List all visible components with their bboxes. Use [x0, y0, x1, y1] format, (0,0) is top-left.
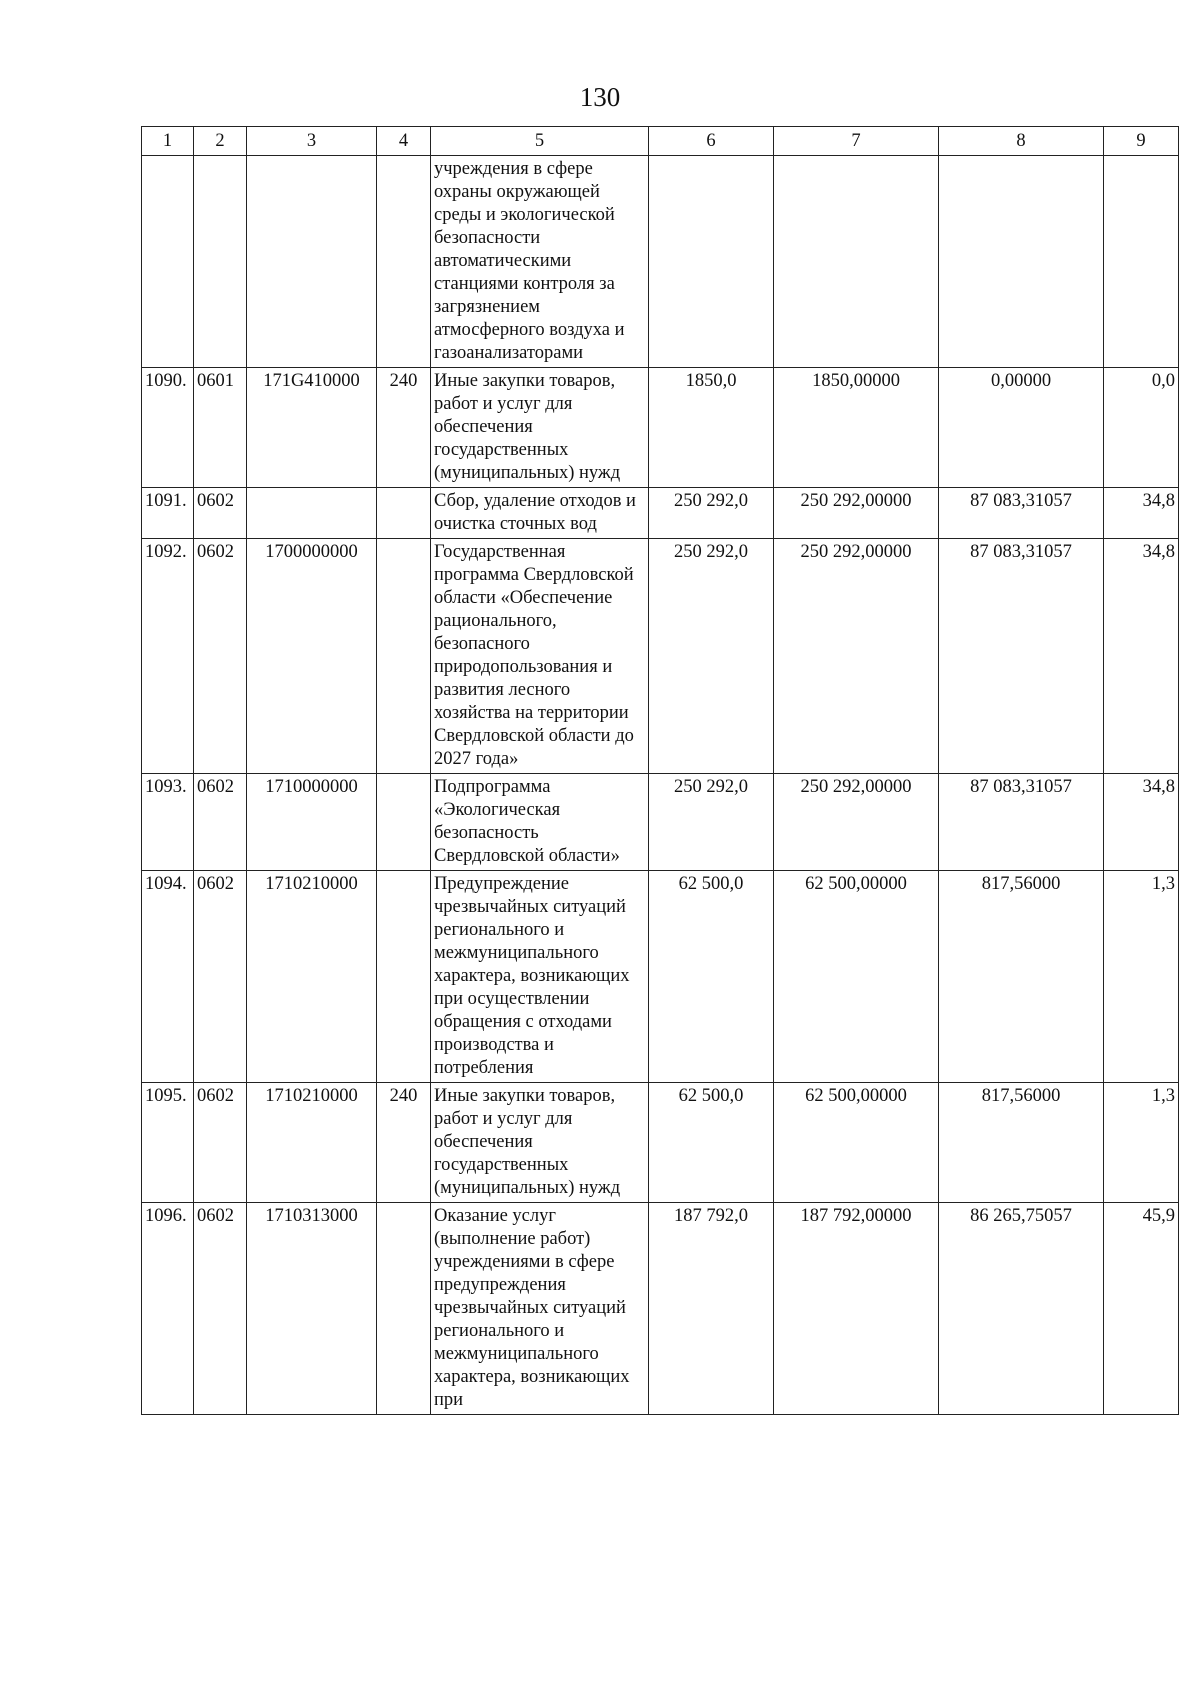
section-code: 0602 — [194, 1083, 247, 1203]
section-code: 0602 — [194, 1203, 247, 1415]
target-article-code — [247, 488, 377, 539]
value-col8: 0,00000 — [939, 368, 1104, 488]
expense-type-code — [377, 156, 431, 368]
page-number: 130 — [579, 82, 621, 112]
row-number: 1093. — [142, 774, 194, 871]
column-header: 3 — [247, 127, 377, 156]
value-col6: 250 292,0 — [649, 488, 774, 539]
column-header: 4 — [377, 127, 431, 156]
table-row — [142, 774, 1179, 871]
value-col6 — [649, 156, 774, 368]
item-name: Подпрограмма «Экологическая безопасность Свердловской области» — [431, 774, 649, 871]
column-header: 2 — [194, 127, 247, 156]
item-name: учреждения в сфере охраны окружающей среды и экологической безопасности автоматическими станциями контроля за загрязнением атмосферного воздуха и газоанализаторами — [431, 156, 649, 368]
item-name: Иные закупки товаров, работ и услуг для обеспечения государственных (муниципальных) нужд — [431, 368, 649, 488]
table-row — [142, 871, 1179, 1083]
table-row — [142, 368, 1179, 488]
value-col8: 87 083,31057 — [939, 488, 1104, 539]
table-row — [142, 539, 1179, 774]
item-name: Иные закупки товаров, работ и услуг для обеспечения государственных (муниципальных) нужд — [431, 1083, 649, 1203]
target-article-code: 1710000000 — [247, 774, 377, 871]
value-col6: 1850,0 — [649, 368, 774, 488]
table-row — [142, 1203, 1179, 1415]
table-row — [142, 1083, 1179, 1203]
target-article-code: 1700000000 — [247, 539, 377, 774]
expense-type-code — [377, 539, 431, 774]
row-number: 1095. — [142, 1083, 194, 1203]
value-col7: 62 500,00000 — [774, 871, 939, 1083]
section-code: 0602 — [194, 774, 247, 871]
value-col8: 87 083,31057 — [939, 774, 1104, 871]
target-article-code: 1710210000 — [247, 871, 377, 1083]
value-col9: 34,8 — [1104, 539, 1179, 774]
section-code — [194, 156, 247, 368]
value-col7: 250 292,00000 — [774, 488, 939, 539]
value-col7: 1850,00000 — [774, 368, 939, 488]
value-col9: 45,9 — [1104, 1203, 1179, 1415]
column-header: 6 — [649, 127, 774, 156]
expense-type-code: 240 — [377, 368, 431, 488]
value-col6: 62 500,0 — [649, 871, 774, 1083]
column-header: 1 — [142, 127, 194, 156]
value-col7: 62 500,00000 — [774, 1083, 939, 1203]
section-code: 0601 — [194, 368, 247, 488]
section-code: 0602 — [194, 488, 247, 539]
row-number — [142, 156, 194, 368]
value-col8: 817,56000 — [939, 1083, 1104, 1203]
expense-type-code — [377, 774, 431, 871]
value-col7 — [774, 156, 939, 368]
header-row — [142, 127, 1179, 156]
value-col7: 250 292,00000 — [774, 539, 939, 774]
expense-type-code — [377, 1203, 431, 1415]
value-col6: 250 292,0 — [649, 774, 774, 871]
row-number: 1091. — [142, 488, 194, 539]
value-col9: 1,3 — [1104, 1083, 1179, 1203]
target-article-code — [247, 156, 377, 368]
value-col6: 250 292,0 — [649, 539, 774, 774]
value-col8: 87 083,31057 — [939, 539, 1104, 774]
section-code: 0602 — [194, 539, 247, 774]
item-name: Оказание услуг (выполнение работ) учреждениями в сфере предупреждения чрезвычайных ситуаций регионального и межмуниципального характера, возникающих при — [431, 1203, 649, 1415]
expense-type-code: 240 — [377, 1083, 431, 1203]
value-col7: 187 792,00000 — [774, 1203, 939, 1415]
item-name: Предупреждение чрезвычайных ситуаций регионального и межмуниципального характера, возникающих при осуществлении обращения с отходами производства и потребления — [431, 871, 649, 1083]
value-col7: 250 292,00000 — [774, 774, 939, 871]
row-number: 1096. — [142, 1203, 194, 1415]
value-col9: 34,8 — [1104, 774, 1179, 871]
budget-table — [141, 126, 1179, 1415]
value-col9 — [1104, 156, 1179, 368]
value-col6: 62 500,0 — [649, 1083, 774, 1203]
target-article-code: 1710210000 — [247, 1083, 377, 1203]
expense-type-code — [377, 871, 431, 1083]
value-col9: 0,0 — [1104, 368, 1179, 488]
row-number: 1090. — [142, 368, 194, 488]
value-col9: 1,3 — [1104, 871, 1179, 1083]
target-article-code: 1710313000 — [247, 1203, 377, 1415]
item-name: Государственная программа Свердловской области «Обеспечение рационального, безопасного природопользования и развития лесного хозяйства на территории Свердловской области до 2027 года» — [431, 539, 649, 774]
section-code: 0602 — [194, 871, 247, 1083]
target-article-code: 171G410000 — [247, 368, 377, 488]
value-col9: 34,8 — [1104, 488, 1179, 539]
column-header: 5 — [431, 127, 649, 156]
table-row — [142, 156, 1179, 368]
column-header: 7 — [774, 127, 939, 156]
column-header: 8 — [939, 127, 1104, 156]
column-header: 9 — [1104, 127, 1179, 156]
value-col6: 187 792,0 — [649, 1203, 774, 1415]
value-col8: 86 265,75057 — [939, 1203, 1104, 1415]
value-col8: 817,56000 — [939, 871, 1104, 1083]
item-name: Сбор, удаление отходов и очистка сточных вод — [431, 488, 649, 539]
row-number: 1092. — [142, 539, 194, 774]
row-number: 1094. — [142, 871, 194, 1083]
table-row — [142, 488, 1179, 539]
expense-type-code — [377, 488, 431, 539]
value-col8 — [939, 156, 1104, 368]
